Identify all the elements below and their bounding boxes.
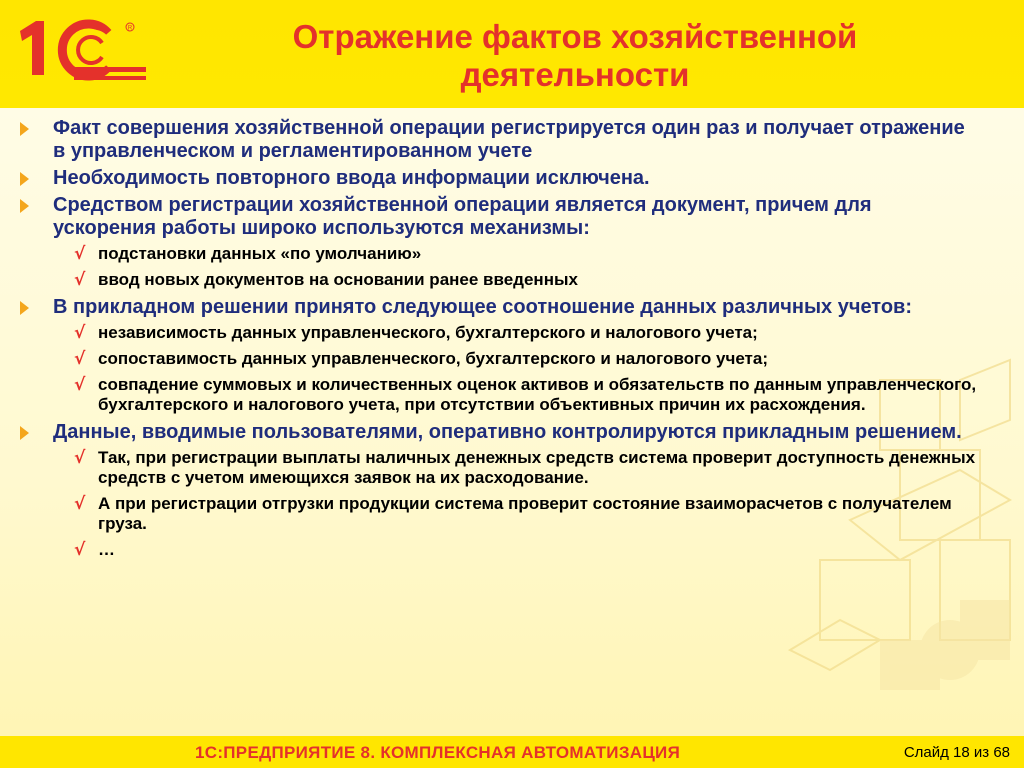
check-mark-icon: √ [74, 323, 86, 343]
check-mark-icon: √ [74, 244, 86, 264]
bullet-item [20, 117, 980, 163]
check-mark-icon: √ [74, 448, 86, 468]
svg-text:R: R [127, 25, 133, 32]
bullet-text: Необходимость повторного ввода информации исключена. [53, 167, 650, 189]
check-mark-icon: √ [74, 494, 86, 514]
check-mark-icon: √ [74, 540, 86, 560]
slide-counter: Слайд 18 из 68 [903, 744, 1010, 761]
check-mark-icon: √ [74, 375, 86, 395]
bullet-arrow-icon [20, 122, 29, 136]
footer-title: 1С:ПРЕДПРИЯТИЕ 8. КОМПЛЕКСНАЯ АВТОМАТИЗАЦИЯ [195, 743, 681, 762]
sub-item [20, 323, 980, 343]
bullet-text: В прикладном решении принято следующее соотношение данных различных учетов: [53, 296, 913, 318]
sub-item-text: подстановки данных «по умолчанию» [98, 244, 422, 263]
sub-item-text: ввод новых документов на основании ранее введенных [98, 270, 578, 289]
bullet-item [20, 421, 980, 444]
sub-item-text: … [98, 540, 115, 559]
sub-item [20, 244, 980, 264]
sub-item-text: совпадение суммовых и количественных оценок активов и обязательств по данным управленческого, бухгалтерского и налогового учета, при отсутствии объективных причин их расхождения. [98, 375, 977, 414]
bullet-arrow-icon [20, 301, 29, 315]
slide-header [0, 0, 1024, 108]
sub-item-text: независимость данных управленческого, бухгалтерского и налогового учета; [98, 323, 758, 342]
check-mark-icon: √ [74, 349, 86, 369]
slide-footer [0, 736, 1024, 768]
sub-item-text: А при регистрации отгрузки продукции система проверит состояние взаиморасчетов с получателем груза. [98, 494, 952, 533]
sub-item [20, 375, 980, 415]
bullet-arrow-icon [20, 199, 29, 213]
sub-item [20, 448, 980, 488]
sub-item [20, 494, 980, 534]
sub-item [20, 270, 980, 290]
bullet-arrow-icon [20, 172, 29, 186]
sub-item-text: сопоставимость данных управленческого, бухгалтерского и налогового учета; [98, 349, 768, 368]
bullet-text: Средством регистрации хозяйственной операции является документ, причем для ускорения работы широко используются механизмы: [53, 194, 872, 239]
bullet-item [20, 296, 980, 319]
page-title [200, 18, 950, 94]
page-title-line-2: деятельности [460, 56, 690, 93]
bullet-item [20, 194, 980, 240]
sub-item-text: Так, при регистрации выплаты наличных денежных средств система проверит доступность денежных средств с учетом имеющихся заявок на их расходование. [98, 448, 976, 487]
bullet-arrow-icon [20, 426, 29, 440]
sub-item [20, 349, 980, 369]
bullet-text: Данные, вводимые пользователями, оперативно контролируются прикладным решением. [53, 421, 962, 443]
page-title-line-1: Отражение фактов хозяйственной [292, 18, 858, 55]
check-mark-icon: √ [74, 270, 86, 290]
bullet-text: Факт совершения хозяйственной операции регистрируется один раз и получает отражение в управленческом и регламентированном учете [53, 117, 965, 162]
sub-item [20, 540, 980, 560]
bullet-list [20, 117, 980, 566]
bullet-item [20, 167, 980, 190]
1c-logo-icon [16, 17, 151, 89]
